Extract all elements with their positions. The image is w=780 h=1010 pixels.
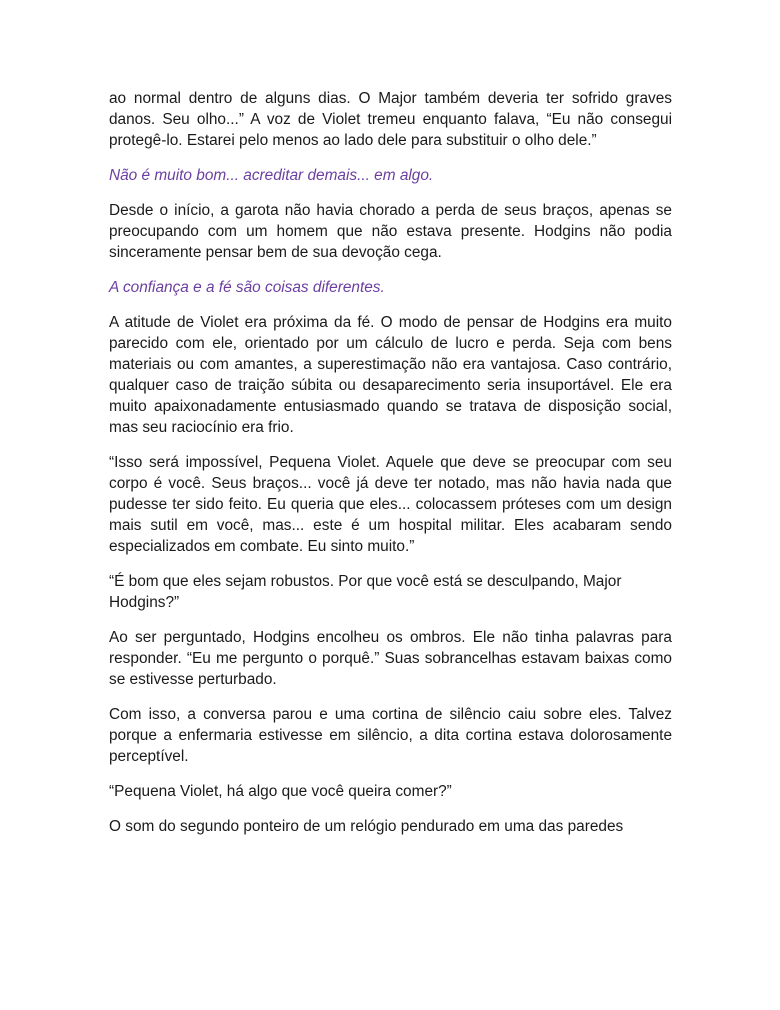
paragraph-9: O som do segundo ponteiro de um relógio pendurado em uma das paredes — [109, 818, 624, 835]
paragraph-8: “Pequena Violet, há algo que você queira comer?” — [109, 783, 452, 800]
paragraph-1: ao normal dentro de alguns dias. O Major também deveria ter sofrido graves danos. Seu olho...” A voz de Violet tremeu enquanto falava, “Eu não consegui protegê-lo. Estarei pelo menos ao lado dele para substituir o olho dele.” — [109, 90, 672, 149]
italic-thought-2: A confiança e a fé são coisas diferentes. — [109, 279, 385, 296]
paragraph-4: “Isso será impossível, Pequena Violet. Aquele que deve se preocupar com seu corpo é você. Seus braços... você já deve ter notado, mas não havia nada que pudesse ter sido feito. Eu queria que eles... colocassem próteses com um design mais sutil em você, mas... este é um hospital militar. Eles acabaram sendo especializados em combate. Eu sinto muito.” — [109, 454, 672, 555]
document-page — [109, 88, 672, 851]
paragraph-7: Com isso, a conversa parou e uma cortina de silêncio caiu sobre eles. Talvez porque a enfermaria estivesse em silêncio, a dita cortina estava dolorosamente perceptível. — [109, 706, 672, 765]
paragraph-2: Desde o início, a garota não havia chorado a perda de seus braços, apenas se preocupando com um homem que não estava presente. Hodgins não podia sinceramente pensar bem de sua devoção cega. — [109, 202, 672, 261]
paragraph-5: “É bom que eles sejam robustos. Por que você está se desculpando, Major Hodgins?” — [109, 573, 622, 611]
paragraph-6: Ao ser perguntado, Hodgins encolheu os ombros. Ele não tinha palavras para responder. “Eu me pergunto o porquê.” Suas sobrancelhas estavam baixas como se estivesse perturbado. — [109, 629, 672, 688]
italic-thought-1: Não é muito bom... acreditar demais... em algo. — [109, 167, 434, 184]
paragraph-3: A atitude de Violet era próxima da fé. O modo de pensar de Hodgins era muito parecido com ele, orientado por um cálculo de lucro e perda. Seja com bens materiais ou com amantes, a superestimação não era vantajosa. Caso contrário, qualquer caso de traição súbita ou desaparecimento seria insuportável. Ele era muito apaixonadamente entusiasmado quando se tratava de disposição social, mas seu raciocínio era frio. — [109, 314, 672, 436]
